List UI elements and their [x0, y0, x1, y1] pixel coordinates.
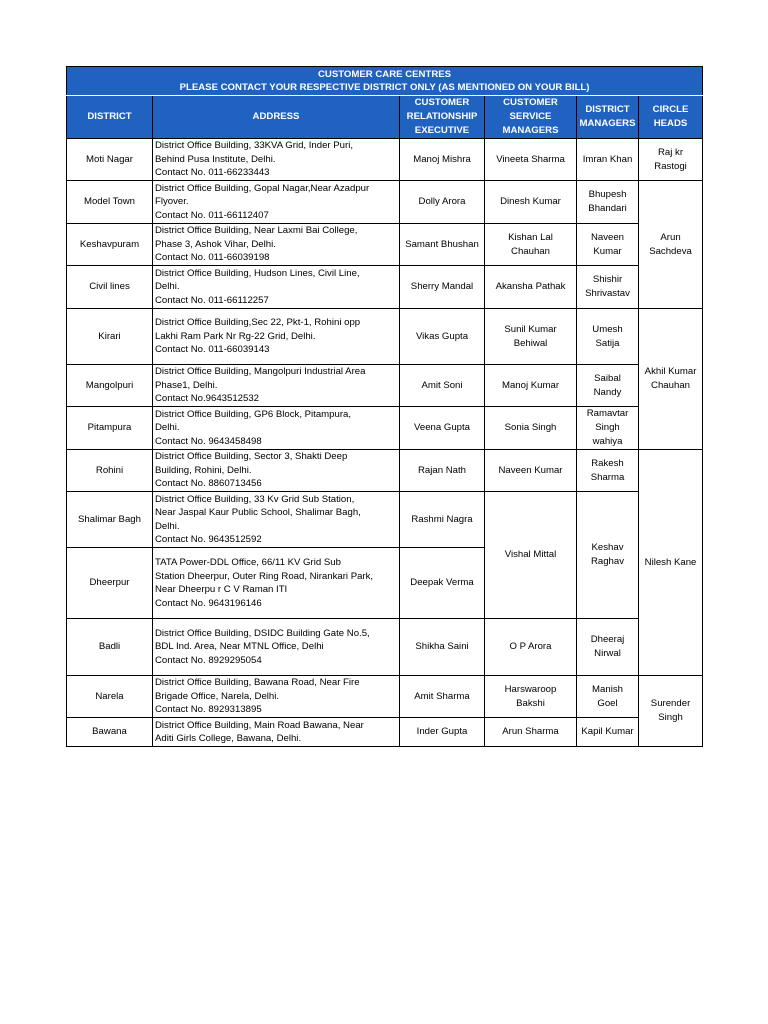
dm-cell	[577, 450, 639, 492]
address-line: Phase 3, Ashok Vihar, Delhi.	[155, 238, 276, 250]
name-line: Saibal	[594, 372, 621, 384]
title-line-2: PLEASE CONTACT YOUR RESPECTIVE DISTRICT ONLY (AS MENTIONED ON YOUR BILL)	[179, 82, 590, 93]
address-line: Lakhi Ram Park Nr Rg-22 Grid, Delhi.	[155, 330, 316, 342]
address-line: Phase1, Delhi.	[155, 379, 218, 391]
name-line: Akhil Kumar	[644, 366, 697, 377]
cre-cell: Rajan Nath	[400, 450, 485, 492]
table-row	[67, 619, 703, 676]
dm-cell	[577, 619, 639, 676]
district-cell: Dheerpur	[67, 548, 153, 619]
dm-cell	[577, 181, 639, 224]
address-line: BDL Ind. Area, Near MTNL Office, Delhi	[155, 641, 324, 653]
address-line: Flyover.	[155, 196, 189, 208]
name-line: Behiwal	[513, 337, 548, 349]
address-line: Building, Rohini, Delhi.	[155, 464, 252, 476]
address-line: Contact No. 011-66112407	[155, 209, 269, 221]
address-cell	[153, 181, 400, 224]
csm-cell	[485, 450, 577, 492]
cre-cell: Inder Gupta	[400, 718, 485, 747]
cre-cell: Rashmi Nagra	[400, 492, 485, 548]
header-district: DISTRICT	[67, 96, 153, 139]
address-line: Contact No. 8929313895	[155, 704, 262, 716]
circle-head-cell	[639, 450, 703, 676]
csm-cell	[485, 266, 577, 309]
address-line: Delhi.	[155, 422, 180, 434]
name-line: wahiya	[592, 436, 623, 447]
table-row	[67, 407, 703, 450]
district-cell: Narela	[67, 676, 153, 718]
address-line: TATA Power-DDL Office, 66/11 KV Grid Sub	[155, 557, 341, 568]
cre-cell: Dolly Arora	[400, 181, 485, 224]
address-line: District Office Building,Sec 22, Pkt-1, Rohini opp	[155, 317, 361, 329]
name-line: Raghav	[590, 556, 625, 567]
csm-cell	[485, 365, 577, 407]
name-line: Bhandari	[588, 203, 627, 214]
header-line: MANAGERS	[502, 125, 559, 136]
dm-cell	[577, 718, 639, 747]
csm-cell	[485, 407, 577, 450]
address-line: Near Jaspal Kaur Public School, Shalimar Bagh,	[155, 507, 361, 518]
name-line: Umesh	[592, 323, 623, 335]
table-row	[67, 450, 703, 492]
circle-head-cell	[639, 309, 703, 450]
name-line: Naveen	[590, 231, 625, 243]
address-line: Contact No. 9643512592	[155, 534, 262, 545]
district-cell: Rohini	[67, 450, 153, 492]
header-circle-heads	[639, 96, 703, 139]
address-line: District Office Building, GP6 Block, Pitampura,	[155, 408, 352, 420]
name-line: Surender	[650, 698, 691, 709]
name-line: Sonia Singh	[504, 422, 557, 433]
address-cell	[153, 676, 400, 718]
address-cell	[153, 365, 400, 407]
address-line: District Office Building, DSIDC Building Gate No.5,	[155, 627, 370, 639]
name-line: Bakshi	[516, 697, 545, 709]
name-line: Manoj Kumar	[501, 379, 560, 391]
name-line: Shishir	[592, 274, 623, 285]
circle-head-cell	[639, 181, 703, 309]
name-line: Dheeraj	[590, 634, 625, 645]
dm-cell	[577, 492, 639, 619]
csm-cell	[485, 309, 577, 365]
dm-cell	[577, 309, 639, 365]
address-line: District Office Building, Hudson Lines, Civil Line,	[155, 267, 360, 279]
address-line: District Office Building, 33KVA Grid, Inder Puri,	[155, 140, 353, 152]
name-line: Kishan Lal	[508, 231, 553, 243]
csm-cell	[485, 492, 577, 619]
name-line: Harswaroop	[504, 683, 557, 695]
table-row	[67, 139, 703, 181]
address-line: Aditi Girls College, Bawana, Delhi.	[155, 733, 302, 744]
district-cell: Moti Nagar	[67, 139, 153, 181]
district-cell: Mangolpuri	[67, 365, 153, 407]
district-cell: Civil lines	[67, 266, 153, 309]
address-cell	[153, 407, 400, 450]
column-header-row	[67, 96, 703, 139]
address-line: District Office Building, Near Laxmi Bai College,	[155, 225, 358, 237]
district-cell: Badli	[67, 619, 153, 676]
address-cell	[153, 266, 400, 309]
name-line: Rastogi	[654, 160, 687, 172]
csm-cell	[485, 676, 577, 718]
dm-cell	[577, 365, 639, 407]
address-line: Delhi.	[155, 520, 180, 532]
address-line: Station Dheerpur, Outer Ring Road, Nirankari Park,	[155, 570, 374, 582]
name-line: Akansha Pathak	[495, 281, 566, 292]
address-line: Contact No. 8860713456	[155, 478, 262, 490]
address-line: Contact No. 011-66039143	[155, 344, 270, 356]
name-line: Satija	[595, 337, 620, 349]
name-line: Kapil Kumar	[581, 726, 634, 737]
district-cell: Bawana	[67, 718, 153, 747]
header-line: EXECUTIVE	[414, 125, 470, 136]
cre-cell: Manoj Mishra	[400, 139, 485, 181]
district-cell: Model Town	[67, 181, 153, 224]
table-row	[67, 676, 703, 718]
header-line: CUSTOMER	[503, 97, 558, 108]
address-cell	[153, 718, 400, 747]
csm-cell	[485, 619, 577, 676]
name-line: Manish	[592, 683, 623, 695]
address-cell	[153, 309, 400, 365]
header-line: SERVICE	[509, 111, 552, 122]
dm-cell	[577, 266, 639, 309]
dm-cell	[577, 676, 639, 718]
cre-cell: Veena Gupta	[400, 407, 485, 450]
csm-cell	[485, 181, 577, 224]
name-line: Shrivastav	[585, 288, 630, 299]
name-line: Naveen Kumar	[498, 464, 563, 476]
name-line: Chauhan	[651, 380, 690, 391]
address-line: Contact No. 011-66233443	[155, 167, 270, 179]
name-line: Vishal Mittal	[504, 549, 557, 560]
cre-cell: Deepak Verma	[400, 548, 485, 619]
dm-cell	[577, 224, 639, 266]
district-cell: Keshavpuram	[67, 224, 153, 266]
address-line: Contact No. 011-66112257	[155, 294, 269, 306]
circle-head-cell	[639, 139, 703, 181]
cre-cell: Amit Sharma	[400, 676, 485, 718]
address-cell	[153, 619, 400, 676]
header-line: CUSTOMER	[414, 97, 470, 108]
table-row	[67, 492, 703, 548]
header-line: CIRCLE	[652, 104, 689, 115]
name-line: Raj kr	[658, 146, 684, 158]
name-line: Sunil Kumar	[504, 323, 557, 335]
address-line: Contact No. 9643196146	[155, 597, 262, 609]
cre-cell: Vikas Gupta	[400, 309, 485, 365]
address-line: District Office Building, Main Road Bawana, Near	[155, 719, 364, 731]
address-line: Contact No. 011-66039198	[155, 252, 270, 264]
name-line: Nirwal	[594, 648, 621, 659]
name-line: Dinesh Kumar	[500, 196, 561, 207]
name-line: Singh	[658, 712, 683, 723]
name-line: Nandy	[593, 386, 622, 398]
cre-cell: Sherry Mandal	[400, 266, 485, 309]
address-line: District Office Building, Sector 3, Shakti Deep	[155, 451, 348, 463]
name-line: Keshav	[591, 542, 624, 553]
name-line: Goel	[597, 697, 618, 709]
name-line: Imran Khan	[582, 153, 633, 165]
csm-cell	[485, 718, 577, 747]
address-cell	[153, 548, 400, 619]
name-line: Singh	[595, 422, 620, 433]
cre-cell: Shikha Saini	[400, 619, 485, 676]
address-cell	[153, 450, 400, 492]
header-line: DISTRICT	[585, 104, 630, 115]
dm-cell	[577, 139, 639, 181]
address-line: District Office Building, Gopal Nagar,Near Azadpur	[155, 182, 370, 194]
address-cell	[153, 139, 400, 181]
address-line: District Office Building, 33 Kv Grid Sub Station,	[155, 493, 355, 505]
name-line: Nilesh Kane	[644, 556, 697, 568]
csm-cell	[485, 139, 577, 181]
address-line: District Office Building, Bawana Road, Near Fire	[155, 677, 360, 689]
name-line: Sharma	[590, 471, 625, 483]
table-row	[67, 266, 703, 309]
name-line: O P Arora	[509, 641, 552, 652]
header-address: ADDRESS	[153, 96, 400, 139]
cre-cell: Samant Bhushan	[400, 224, 485, 266]
address-line: District Office Building, Mangolpuri Industrial Area	[155, 366, 366, 378]
name-line: Chauhan	[511, 245, 550, 257]
address-cell	[153, 492, 400, 548]
district-cell: Shalimar Bagh	[67, 492, 153, 548]
customer-care-table	[66, 66, 703, 747]
address-line: Delhi.	[155, 281, 180, 293]
header-district-managers	[577, 96, 639, 139]
table-row	[67, 718, 703, 747]
header-customer-relationship-executive	[400, 96, 485, 139]
dm-cell	[577, 407, 639, 450]
address-line: Contact No. 9643458498	[155, 435, 262, 447]
address-line: Brigade Office, Narela, Delhi.	[155, 690, 280, 702]
address-line: Behind Pusa Institute, Delhi.	[155, 153, 276, 165]
name-line: Sachdeva	[649, 245, 692, 257]
cre-cell: Amit Soni	[400, 365, 485, 407]
table-row	[67, 365, 703, 407]
name-line: Arun	[660, 231, 681, 243]
name-line: Kumar	[593, 245, 622, 257]
header-line: MANAGERS	[579, 118, 636, 129]
name-line: Vineeta Sharma	[496, 153, 565, 165]
table-row	[67, 224, 703, 266]
table-row	[67, 181, 703, 224]
district-cell: Pitampura	[67, 407, 153, 450]
address-line: Contact No.9643512532	[155, 393, 260, 405]
name-line: Arun Sharma	[502, 726, 559, 737]
address-line: Contact No. 8929295054	[155, 654, 262, 666]
table-title	[67, 67, 703, 96]
address-cell	[153, 224, 400, 266]
name-line: Bhupesh	[588, 189, 627, 200]
name-line: Ramavtar	[586, 408, 629, 419]
title-line-1: CUSTOMER CARE CENTRES	[317, 69, 452, 80]
header-line: RELATIONSHIP	[406, 111, 478, 122]
table-row	[67, 309, 703, 365]
header-line: HEADS	[653, 118, 688, 129]
title-row	[67, 67, 703, 96]
circle-head-cell	[639, 676, 703, 747]
district-cell: Kirari	[67, 309, 153, 365]
header-customer-service-managers	[485, 96, 577, 139]
csm-cell	[485, 224, 577, 266]
address-line: Near Dheerpu r C V Raman ITI	[155, 584, 288, 595]
name-line: Rakesh	[591, 457, 624, 469]
